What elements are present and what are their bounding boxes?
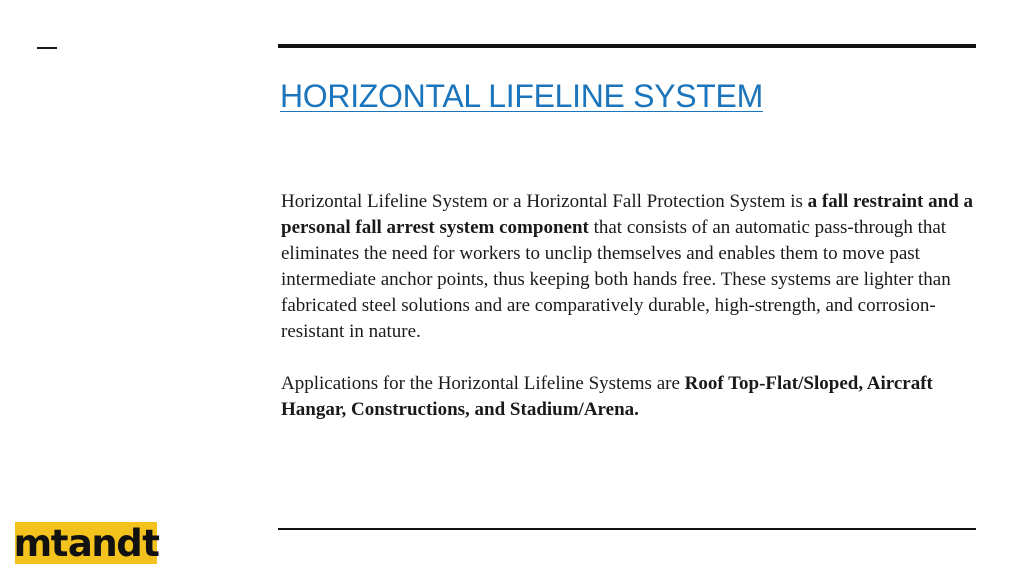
paragraph-description-text-end: that consists of an automatic pass-through that eliminates the need for workers to unclip themselves and enables them to move past intermediate anchor points, thus keeping both hands free. These systems are lighter than fabricated steel solutions and are comparatively durable, high-strength, and corrosion-resistant in nature. (281, 217, 951, 342)
mtandt-logo (15, 522, 157, 564)
paragraph-applications (281, 371, 981, 423)
paragraph-applications-bold: Roof Top-Flat/Sloped, Aircraft Hangar, Constructions, and Stadium/Arena. (281, 373, 933, 420)
logo-text-mid: and (67, 521, 142, 565)
paragraph-description (281, 189, 981, 345)
top-divider (278, 44, 976, 48)
paragraph-applications-text: Applications for the Horizontal Lifeline Systems are (281, 373, 685, 394)
paragraph-description-bold: a fall restraint and a personal fall arrest system component (281, 191, 974, 238)
bottom-divider (278, 528, 976, 530)
corner-dash (37, 47, 57, 49)
slide-body (281, 189, 981, 423)
logo-text-right: t (142, 521, 159, 565)
slide-title: HORIZONTAL LIFELINE SYSTEM (280, 78, 763, 114)
paragraph-description-text: Horizontal Lifeline System or a Horizontal Fall Protection System is (281, 191, 808, 212)
logo-text-left: mt (13, 521, 67, 565)
